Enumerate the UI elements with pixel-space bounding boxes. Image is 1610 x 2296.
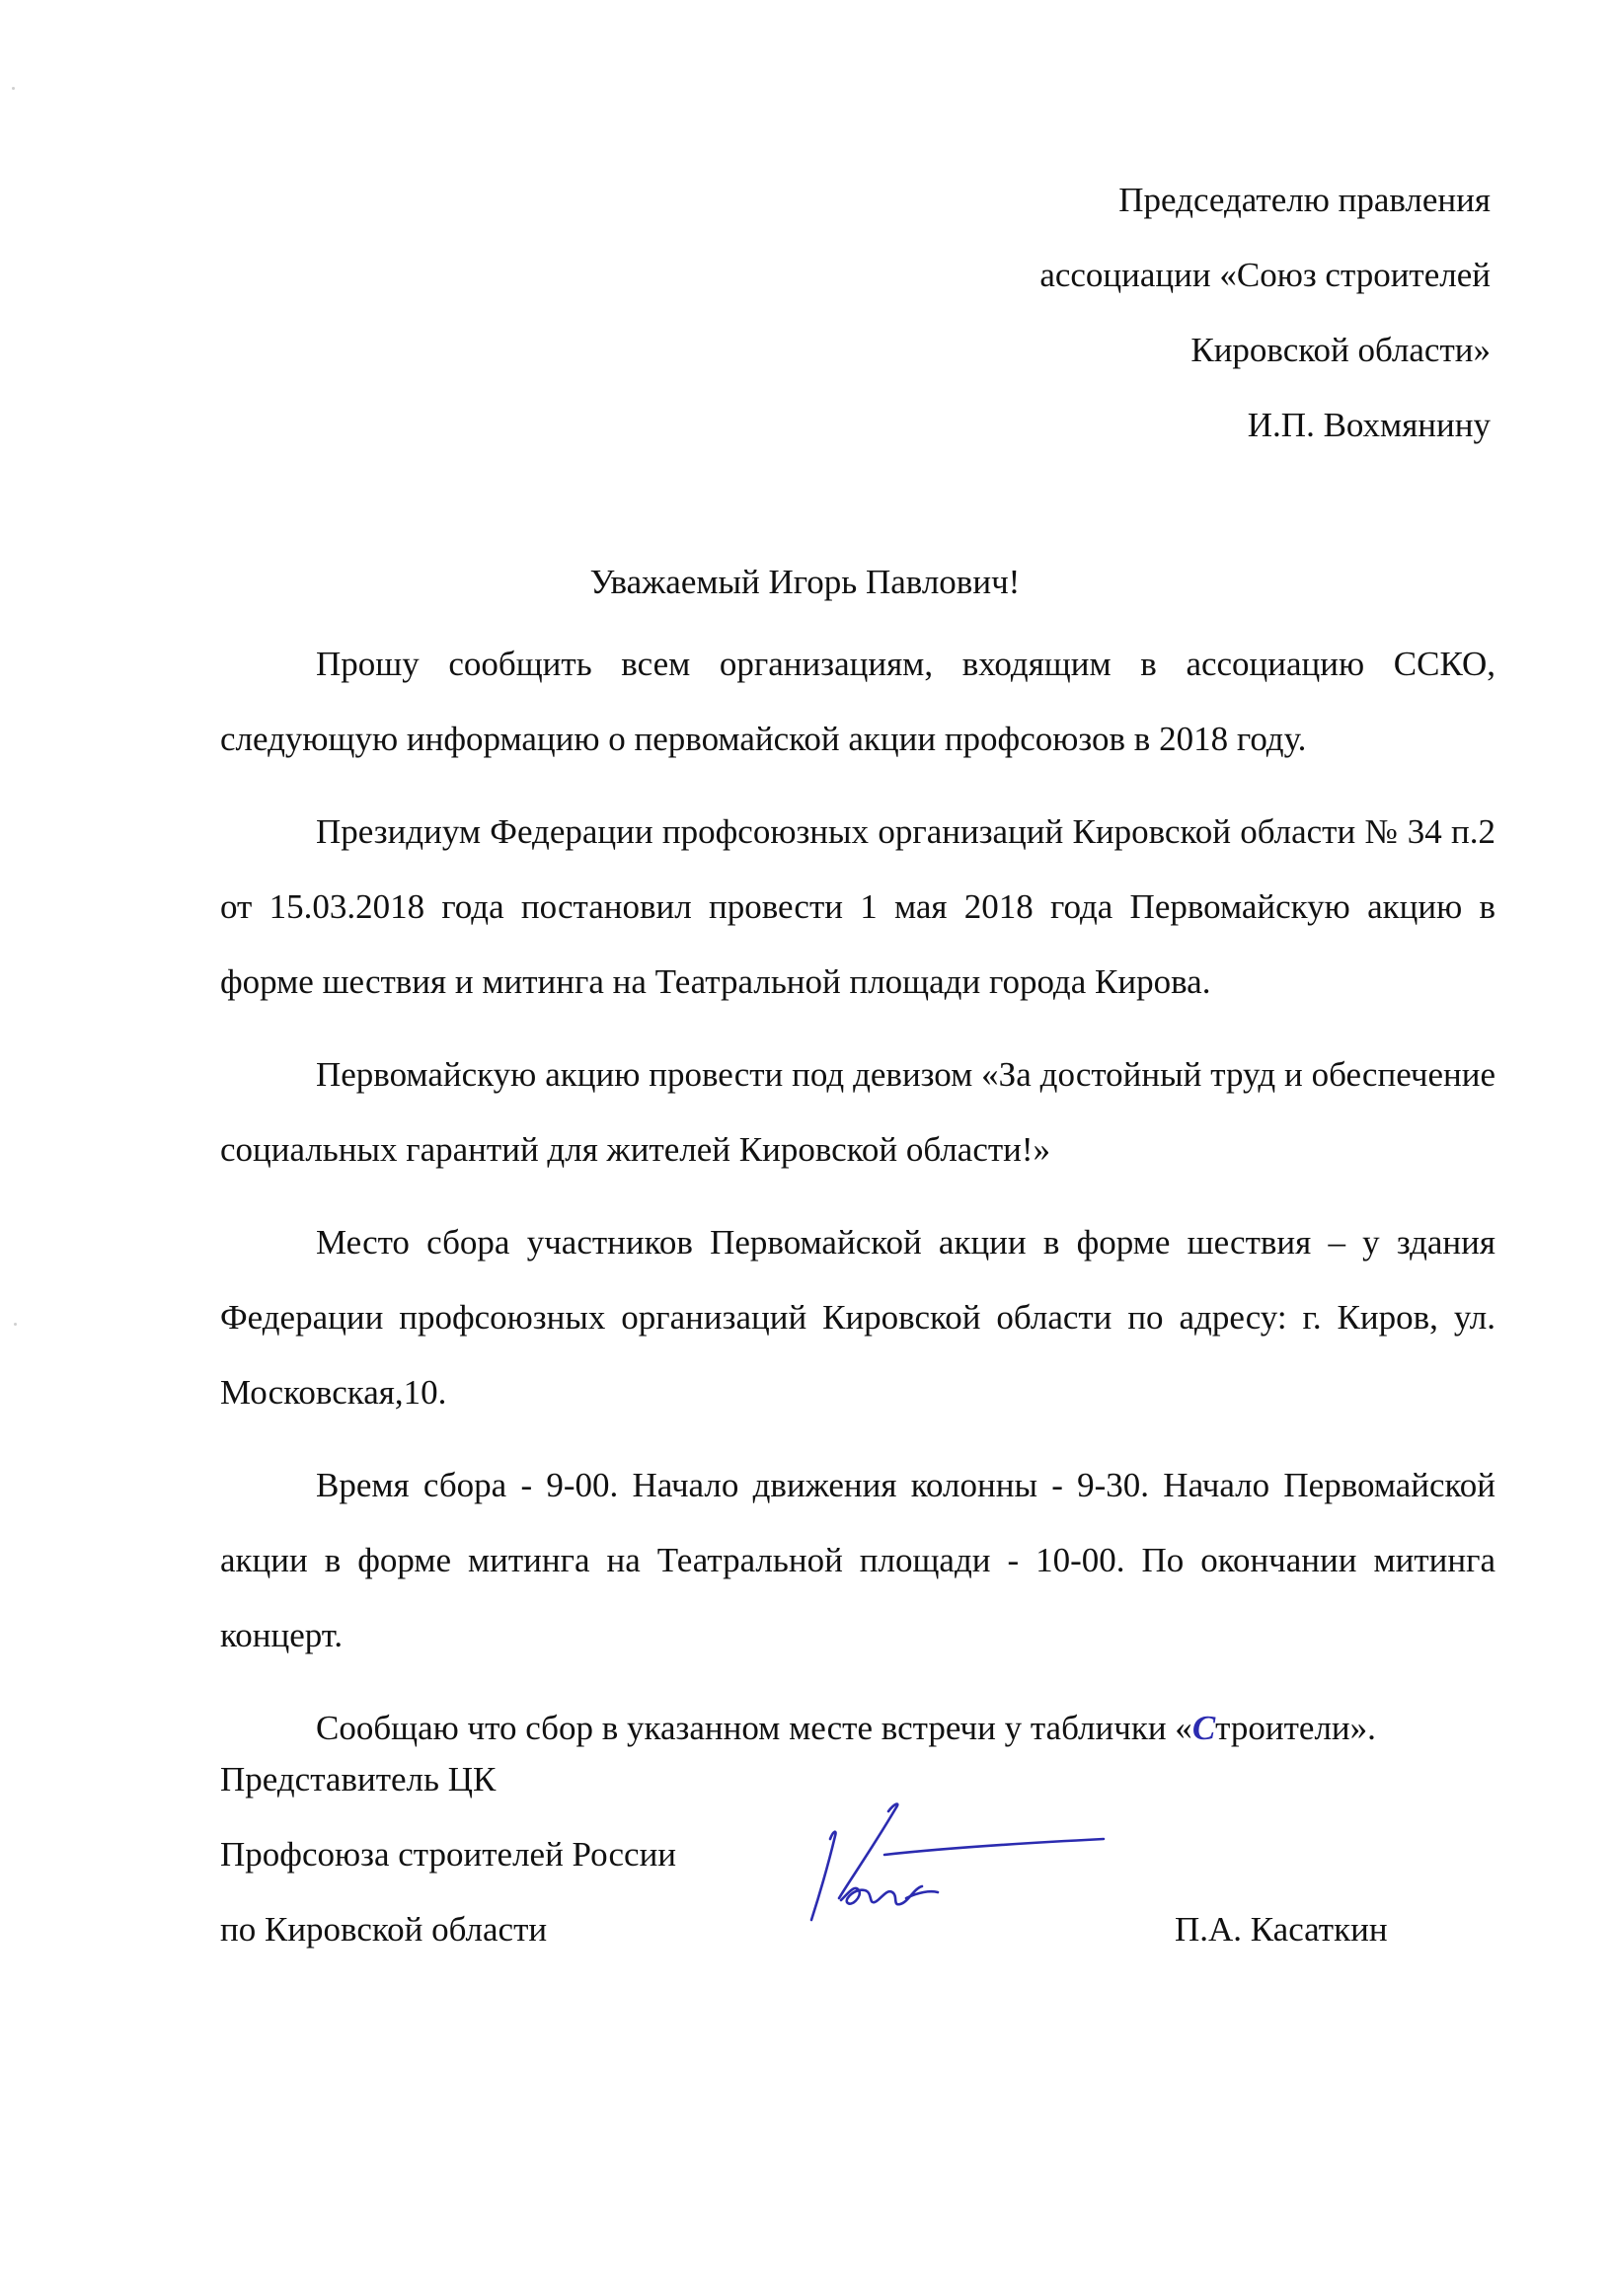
- addressee-line: Кировской области»: [1190, 331, 1491, 369]
- addressee-line: ассоциации «Союз строителей: [1039, 256, 1491, 294]
- signer-title-line: по Кировской области: [220, 1910, 548, 1949]
- body-paragraph: Время сбора - 9-00. Начало движения колонны - 9-30. Начало Первомайской акции в форме митинга на Театральной площади - 10-00. По окончании митинга концерт.: [220, 1466, 1495, 1654]
- scan-speck: [14, 1323, 17, 1326]
- handwritten-correction: С: [1191, 1709, 1216, 1747]
- signer-title-line: Представитель ЦК: [220, 1760, 497, 1799]
- addressee-block: [829, 163, 1491, 463]
- signer-name: П.А. Касаткин: [1175, 1910, 1388, 1949]
- closing-text-end: троители».: [1215, 1709, 1376, 1747]
- signer-title-line: Профсоюза строителей России: [220, 1835, 677, 1874]
- salutation: Уважаемый Игорь Павлович!: [589, 563, 1021, 601]
- letter-body: [220, 627, 1495, 1766]
- signer-title-block: [220, 1742, 812, 1967]
- scan-speck: [12, 87, 15, 90]
- body-paragraph: Президиум Федерации профсоюзных организаций Кировской области № 34 п.2 от 15.03.2018 года постановил провести 1 мая 2018 года Первомайскую акцию в форме шествия и митинга на Театральной площади города Кирова.: [220, 812, 1495, 1001]
- body-paragraph: Место сбора участников Первомайской акции в форме шествия – у здания Федерации профсоюзных организаций Кировской области по адресу: г. Киров, ул. Московская,10.: [220, 1223, 1495, 1412]
- closing-text-start: Сообщаю что сбор в указанном месте встречи у таблички «: [316, 1709, 1192, 1747]
- handwritten-signature: [790, 1782, 1115, 1950]
- addressee-line: И.П. Вохмянину: [1247, 406, 1491, 444]
- body-paragraph: Прошу сообщить всем организациям, входящим в ассоциацию ССКО, следующую информацию о первомайской акции профсоюзов в 2018 году.: [220, 645, 1495, 758]
- addressee-line: Председателю правления: [1118, 181, 1491, 219]
- body-paragraph: Первомайскую акцию провести под девизом «За достойный труд и обеспечение социальных гарантий для жителей Кировской области!»: [220, 1055, 1495, 1169]
